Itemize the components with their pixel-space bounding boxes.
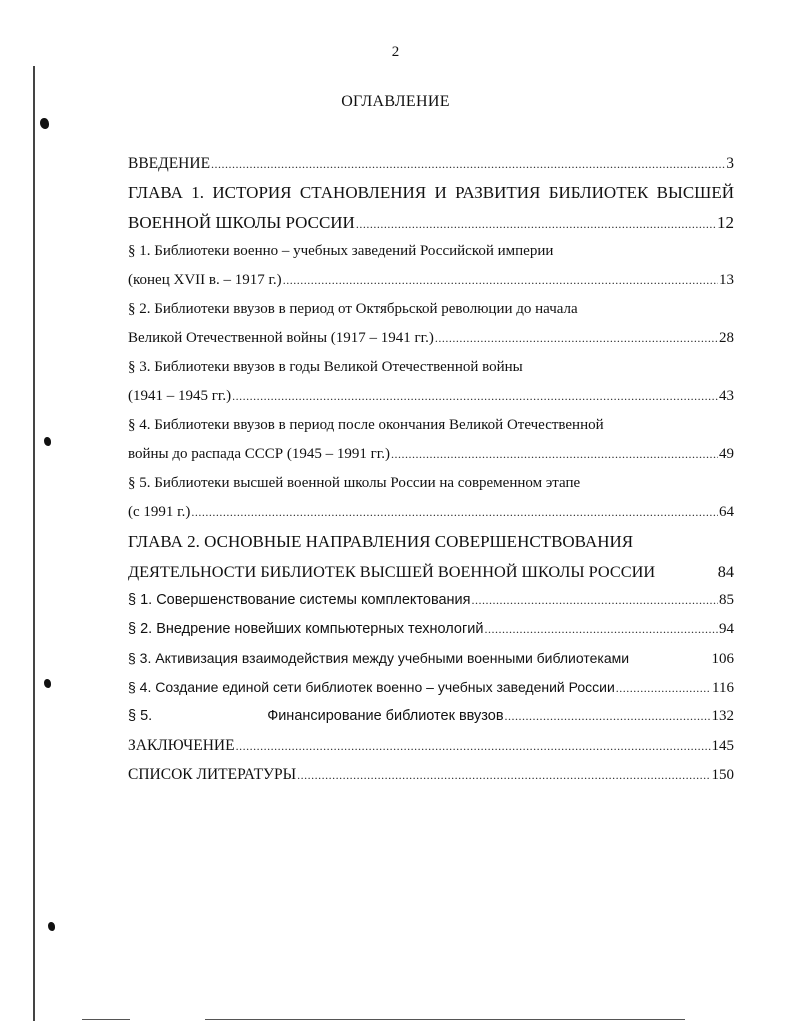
toc-entry-page: 13 <box>719 272 734 288</box>
bottom-edge-line <box>82 1019 130 1020</box>
toc-entry-text: (конец XVII в. – 1917 г.) <box>128 272 282 288</box>
toc-entry <box>128 615 734 644</box>
toc-entry-page: 43 <box>719 388 734 404</box>
toc-entry <box>128 469 734 498</box>
toc-entry-text: Финансирование библиотек ввузов <box>267 708 504 724</box>
dot-leader <box>283 266 718 295</box>
toc-entry <box>128 440 734 469</box>
toc-entry <box>128 178 734 208</box>
toc-entry <box>128 208 734 238</box>
toc-entry-text: § 1. Совершенствование системы комплектования <box>128 592 471 608</box>
toc-entry-text: § 5. Библиотеки высшей военной школы России на современном этапе <box>128 475 581 491</box>
binding-hole-mark <box>40 118 49 129</box>
toc-entry <box>128 557 734 587</box>
toc-entry-text: (с 1991 г.) <box>128 504 191 520</box>
toc-entry-page: 85 <box>719 592 734 608</box>
table-of-contents <box>128 150 734 789</box>
dot-leader <box>484 615 718 644</box>
toc-entry-text: войны до распада СССР (1945 – 1991 гг.) <box>128 446 390 462</box>
toc-entry-text: ДЕЯТЕЛЬНОСТИ БИБЛИОТЕК ВЫСШЕЙ ВОЕННОЙ ШКОЛЫ РОССИИ <box>128 561 656 581</box>
toc-entry-page: 150 <box>711 767 734 783</box>
toc-entry-text: Великой Отечественной войны (1917 – 1941 гг.) <box>128 330 434 346</box>
toc-entry-page: 3 <box>726 155 734 172</box>
left-margin-line <box>33 66 35 1021</box>
toc-entry <box>128 382 734 411</box>
page-title: ОГЛАВЛЕНИЕ <box>341 93 450 110</box>
binding-hole-mark <box>48 922 55 931</box>
toc-entry <box>128 411 734 440</box>
toc-entry-text: § 3. Библиотеки ввузов в годы Великой Отечественной войны <box>128 359 523 375</box>
dot-leader <box>472 586 718 615</box>
toc-entry <box>128 760 734 789</box>
toc-entry-text: § 4. Библиотеки ввузов в период после окончания Великой Отечественной <box>128 417 604 433</box>
toc-entry-page: 106 <box>711 651 734 667</box>
binding-hole-mark <box>44 679 51 688</box>
toc-entry-page: 132 <box>711 708 734 724</box>
toc-entry <box>128 527 734 557</box>
dot-leader <box>391 440 718 469</box>
dot-leader <box>356 210 716 240</box>
toc-entry-text: § 1. Библиотеки военно – учебных заведений Российской империи <box>128 243 554 259</box>
toc-entry <box>128 586 734 615</box>
toc-entry-text: СПИСОК ЛИТЕРАТУРЫ <box>128 766 297 783</box>
dot-leader <box>236 732 711 761</box>
dot-leader <box>232 382 718 411</box>
toc-entry-page: 12 <box>717 212 734 232</box>
toc-entry-page: 94 <box>719 621 734 637</box>
dot-leader <box>505 702 711 731</box>
toc-entry-text: ВОЕННОЙ ШКОЛЫ РОССИИ <box>128 212 355 232</box>
toc-entry <box>128 498 734 527</box>
bottom-edge-line <box>205 1019 685 1020</box>
dot-leader <box>191 498 718 527</box>
toc-entry-page: 28 <box>719 330 734 346</box>
toc-entry-text: ВВЕДЕНИЕ <box>128 155 211 172</box>
toc-entry-page: 145 <box>711 738 734 754</box>
toc-entry-page: 49 <box>719 446 734 462</box>
toc-entry-text: ГЛАВА 1. ИСТОРИЯ СТАНОВЛЕНИЯ И РАЗВИТИЯ БИБЛИОТЕК ВЫСШЕЙ <box>128 183 734 202</box>
toc-entry-text: § 2. Библиотеки ввузов в период от Октябрьской революции до начала <box>128 301 578 317</box>
toc-entry-text: § 4. Создание единой сети библиотек военно – учебных заведений России <box>128 679 615 695</box>
toc-entry <box>128 237 734 266</box>
toc-entry <box>128 731 734 760</box>
dot-leader <box>211 150 725 178</box>
toc-entry-text: § 3. Активизация взаимодействия между учебными военными библиотеками <box>128 650 630 666</box>
dot-leader <box>297 761 710 790</box>
toc-entry <box>128 295 734 324</box>
toc-entry-text: § 2. Внедрение новейших компьютерных технологий <box>128 621 484 637</box>
toc-entry <box>128 150 734 178</box>
toc-entry-text: ЗАКЛЮЧЕНИЕ <box>128 737 235 754</box>
dot-leader <box>435 324 718 353</box>
toc-entry <box>128 644 734 673</box>
toc-entry <box>128 266 734 295</box>
toc-entry <box>128 702 734 731</box>
toc-entry <box>128 324 734 353</box>
toc-entry-text: ГЛАВА 2. ОСНОВНЫЕ НАПРАВЛЕНИЯ СОВЕРШЕНСТВОВАНИЯ <box>128 532 634 551</box>
toc-entry-text: (1941 – 1945 гг.) <box>128 388 232 404</box>
toc-entry-text: § 5. <box>128 708 153 724</box>
toc-entry <box>128 353 734 382</box>
toc-entry-page: 64 <box>719 504 734 520</box>
dot-leader <box>616 674 711 703</box>
toc-entry-page: 116 <box>712 680 734 696</box>
page-number: 2 <box>391 44 400 60</box>
binding-hole-mark <box>44 437 51 446</box>
toc-entry <box>128 673 734 702</box>
toc-entry-page: 84 <box>717 561 734 581</box>
